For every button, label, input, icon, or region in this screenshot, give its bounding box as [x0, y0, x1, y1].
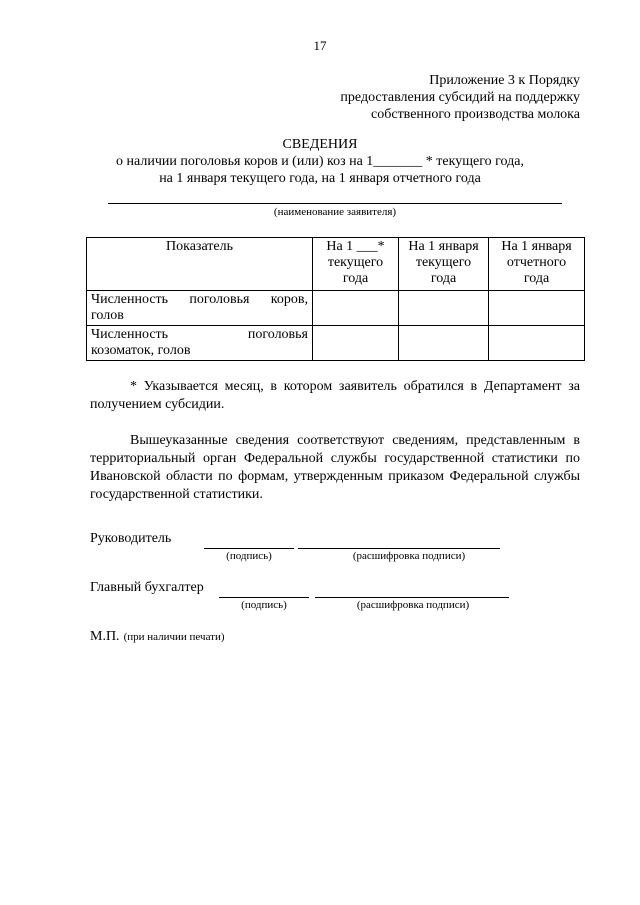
director-signature-caption: (подпись)	[226, 550, 272, 562]
header-january-reporting: На 1 января отчетного года	[489, 238, 585, 291]
appendix-line-3: собственного производства молока	[371, 107, 580, 122]
cell-value	[399, 326, 489, 361]
statement-paragraph: Вышеуказанные сведения соответствуют сведениям, представленным в территориальный орган Федеральной службы государственной статистики по Ивановской области по формам, утвержденным приказом Федеральной службы государственной статистики.	[90, 433, 580, 502]
table-row	[87, 326, 585, 361]
row-label-line-1: Численность поголовья	[91, 327, 308, 342]
footnote: * Указывается месяц, в котором заявитель обратился в Департамент за получением субсидии.	[90, 379, 580, 412]
livestock-table	[86, 237, 585, 361]
appendix-reference	[260, 72, 580, 123]
title-heading: СВЕДЕНИЯ	[282, 137, 358, 152]
director-signature-line	[204, 548, 294, 549]
document-title	[60, 136, 580, 187]
cell-value	[313, 326, 399, 361]
applicant-caption: (наименование заявителя)	[273, 206, 397, 218]
appendix-line-1: Приложение 3 к Порядку	[429, 73, 580, 88]
seal-note: (при наличии печати)	[123, 631, 225, 643]
page-number: 17	[313, 38, 327, 53]
accountant-label: Главный бухгалтер	[90, 580, 204, 595]
director-decoding-line	[298, 548, 500, 549]
table-row	[87, 291, 585, 326]
header-indicator: Показатель	[87, 238, 313, 291]
row-label-line-2: голов	[91, 308, 124, 323]
accountant-decoding-line	[315, 597, 509, 598]
accountant-signature-line	[219, 597, 309, 598]
applicant-name-line	[108, 203, 562, 204]
table-header-row	[87, 238, 585, 291]
cell-value	[489, 291, 585, 326]
row-label-line-2: козоматок, голов	[91, 343, 191, 358]
accountant-decoding-caption: (расшифровка подписи)	[356, 599, 470, 611]
header-month-current: На 1 ___* текущего года	[313, 238, 399, 291]
cell-value	[313, 291, 399, 326]
accountant-signature-caption: (подпись)	[241, 599, 287, 611]
title-line-1: о наличии поголовья коров и (или) коз на 1_______ * текущего года,	[116, 154, 524, 169]
seal-label: М.П.	[90, 629, 120, 644]
appendix-line-2: предоставления субсидий на поддержку	[340, 90, 580, 105]
row-label-line-1: Численность поголовья коров,	[91, 292, 308, 307]
row-label-goats	[87, 326, 313, 361]
title-line-2: на 1 января текущего года, на 1 января отчетного года	[159, 171, 481, 186]
director-label: Руководитель	[90, 531, 172, 546]
row-label-cows	[87, 291, 313, 326]
seal-block	[90, 627, 225, 645]
cell-value	[489, 326, 585, 361]
director-decoding-caption: (расшифровка подписи)	[352, 550, 466, 562]
header-january-current: На 1 января текущего года	[399, 238, 489, 291]
cell-value	[399, 291, 489, 326]
